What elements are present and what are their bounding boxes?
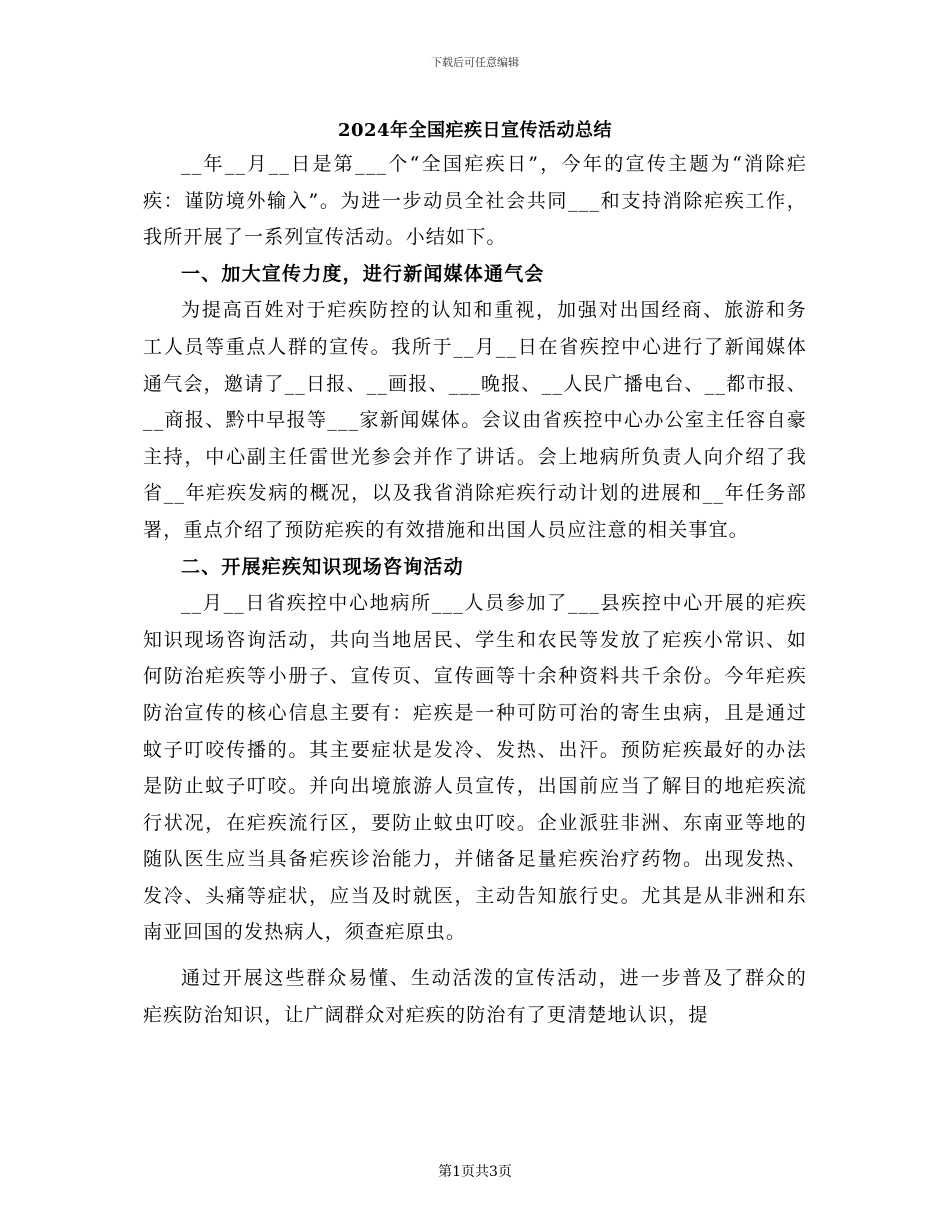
section1-paragraph: 为提高百姓对于疟疾防控的认知和重视，加强对出国经商、旅游和务工人员等重点人群的宣传。我所于__月__日在省疾控中心进行了新闻媒体通气会，邀请了__日报、__画报、___晚报、__人民广播电台、__都市报、__商报、黔中早报等___家新闻媒体。会议由省疾控中心办公室主任容自豪主持，中心副主任雷世光参会并作了讲话。会上地病所负责人向介绍了我省__年疟疾发病的概况，以及我省消除疟疾行动计划的进展和__年任务部署，重点介绍了预防疟疾的有效措施和出国人员应注意的相关事宜。 [143, 299, 807, 541]
document-title: 2024年全国疟疾日宣传活动总结 [337, 120, 613, 141]
document-body [143, 146, 807, 1033]
page-footer: 第1页共3页 [438, 1164, 512, 1180]
intro-paragraph: __年__月__日是第___个“全国疟疾日”，今年的宣传主题为“消除疟疾：谨防境外输入”。为进一步动员全社会共同___和支持消除疟疾工作，我所开展了一系列宣传活动。小结如下。 [143, 153, 807, 249]
section1-heading: 一、加大宣传力度，进行新闻媒体通气会 [181, 262, 545, 285]
section2-heading: 二、开展疟疾知识现场咨询活动 [181, 555, 464, 578]
conclusion-paragraph: 通过开展这些群众易懂、生动活泼的宣传活动，进一步普及了群众的疟疾防治知识，让广阔群众对疟疾的防治有了更清楚地认识，提 [143, 967, 807, 1026]
section2-paragraph: __月__日省疾控中心地病所___人员参加了___县疾控中心开展的疟疾知识现场咨询活动，共向当地居民、学生和农民等发放了疟疾小常识、如何防治疟疾等小册子、宣传页、宣传画等十余种资料共千余份。今年疟疾防治宣传的核心信息主要有：疟疾是一种可防可治的寄生虫病，且是通过蚊子叮咬传播的。其主要症状是发冷、发热、出汗。预防疟疾最好的办法是防止蚊子叮咬。并向出境旅游人员宣传，出国前应当了解目的地疟疾流行状况，在疟疾流行区，要防止蚊虫叮咬。企业派驻非洲、东南亚等地的随队医生应当具备疟疾诊治能力，并储备足量疟疾治疗药物。出现发热、发冷、头痛等症状，应当及时就医，主动告知旅行史。尤其是从非洲和东南亚回国的发热病人，须查疟原虫。 [143, 592, 807, 944]
header-note: 下载后可任意编辑 [431, 56, 519, 69]
